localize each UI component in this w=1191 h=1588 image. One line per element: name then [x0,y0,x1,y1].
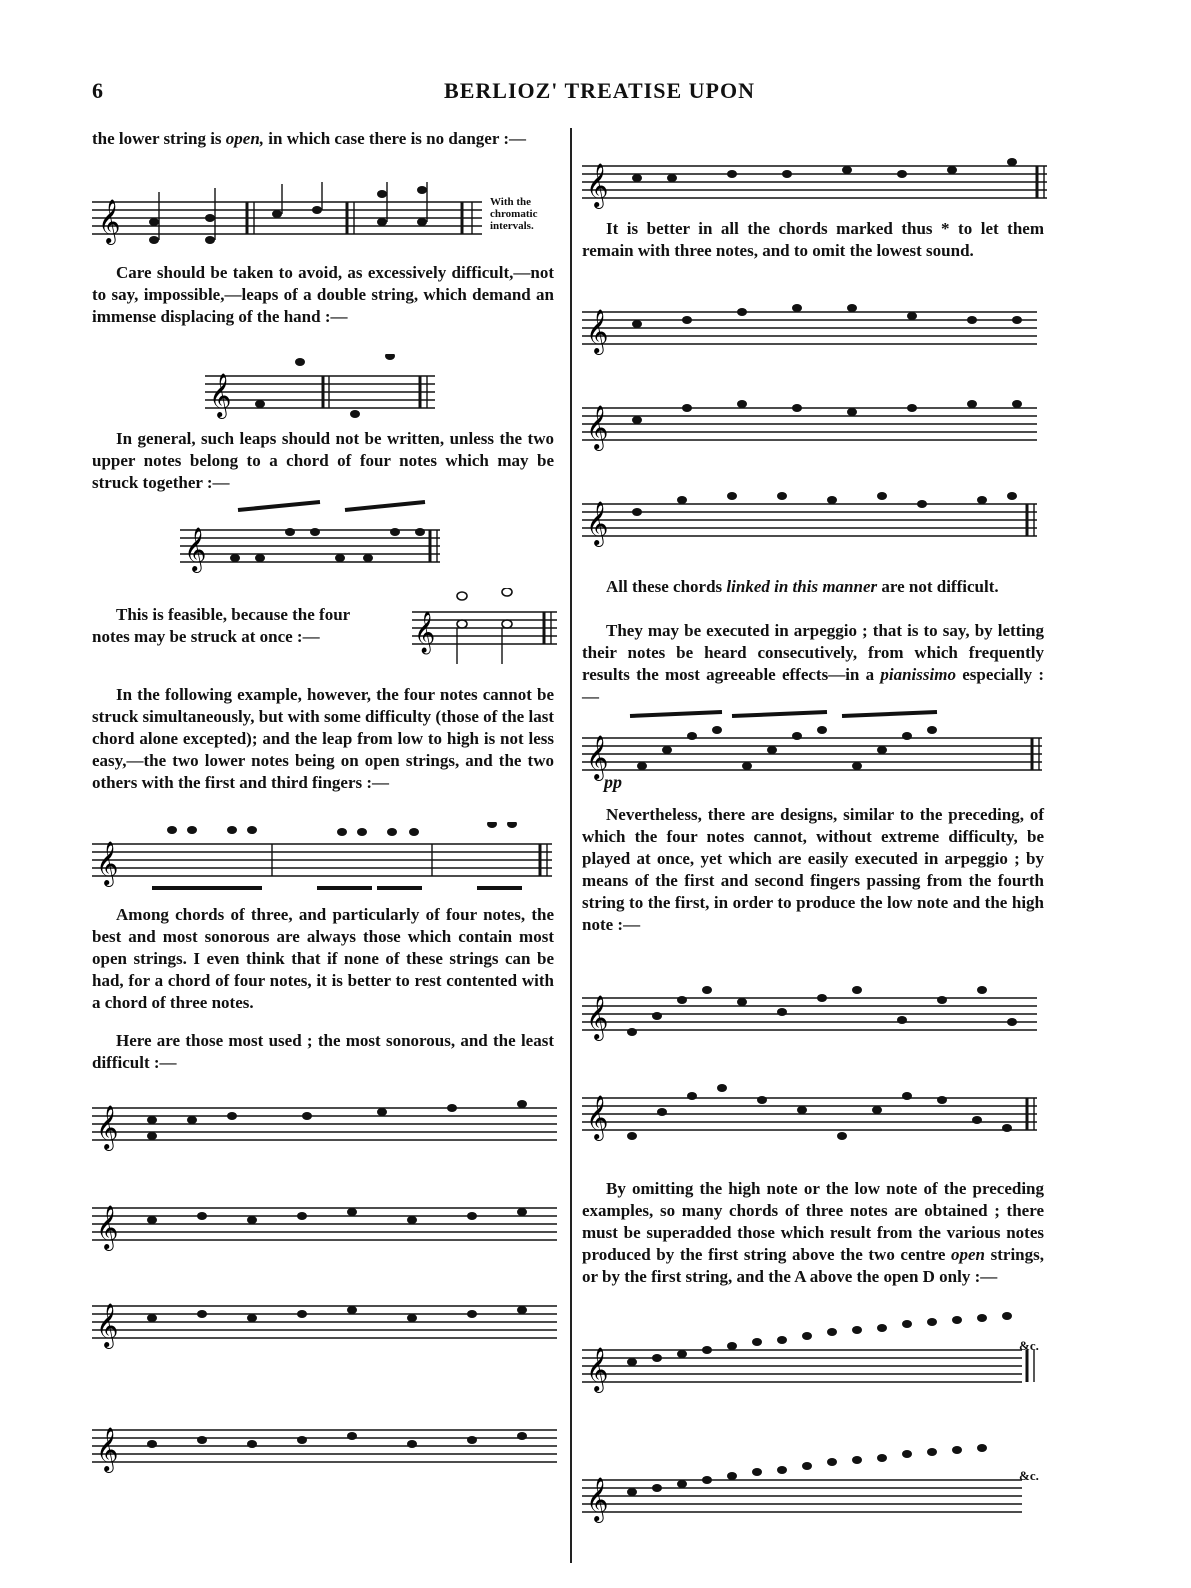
music-staff [92,182,482,252]
music-example-10 [582,960,1050,1160]
svg-text:𝄞: 𝄞 [586,1095,609,1139]
svg-text:𝄞: 𝄞 [586,1347,609,1391]
svg-text:𝄞: 𝄞 [586,735,609,779]
music-example-9 [582,708,1050,792]
left-paragraph-1: the lower string is open, in which case there is no danger :— [92,129,526,148]
music-example-5 [92,822,557,896]
page-header [92,78,1107,112]
music-example-1 [92,182,482,252]
right-paragraph-2: All these chords linked in this manner are not difficult. [606,577,999,596]
page-number: 6 [92,78,103,103]
svg-text:𝄞: 𝄞 [96,1105,119,1149]
example-1-annotation: With the chromatic intervals. [490,196,538,232]
svg-text:𝄞: 𝄞 [98,199,121,243]
svg-text:𝄞: 𝄞 [96,1303,119,1347]
svg-text:𝄞: 𝄞 [586,405,609,449]
music-staff [92,1078,562,1498]
dynamic-marking: pp [604,772,622,792]
right-paragraph-1: It is better in all the chords marked thus * to let them remain with three notes, and to omit the lowest sound. [582,219,1044,260]
music-staff [582,708,1050,792]
svg-text:𝄞: 𝄞 [96,1205,119,1249]
music-example-8 [582,290,1050,580]
music-example-11 [582,1310,1050,1560]
etc-marking-1: &c. [1019,1338,1039,1353]
left-paragraph-7: Here are those most used ; the most sonorous, and the least difficult :— [92,1031,554,1072]
left-paragraph-4: This is feasible, because the four notes may be struck at once :— [92,605,351,646]
left-paragraph-6: Among chords of three, and particularly of four notes, the best and most sonorous are always those which contain most open strings. I even think that if none of these strings can be had, for a chord of four notes, it is better to rest contented with a chord of three notes. [92,905,554,1012]
music-staff [180,496,450,586]
music-example-7 [582,132,1050,212]
column-divider [570,128,572,1563]
running-title: BERLIOZ' TREATISE UPON [444,78,755,103]
music-example-2 [205,354,435,424]
right-paragraph-5: By omitting the high note or the low note of the preceding examples, so many chords of three notes are obtained ; there must be superadded those which result from the various notes produced by the first string above the two centre open strings, or by the first string, and the A above the open D only :— [582,1179,1044,1286]
left-paragraph-2: Care should be taken to avoid, as excessively difficult,—not to say, impossible,—leaps of a double string, which demand an immense displacing of the hand :— [92,263,554,326]
music-staff [582,132,1050,212]
etc-marking-2: &c. [1019,1468,1039,1483]
svg-text:𝄞: 𝄞 [586,163,609,207]
left-paragraph-5: In the following example, however, the four notes cannot be struck simultaneously, but with some difficulty (those of the last chord alone excepted); and the leap from low to high is not less easy,—the two lower notes being on open strings, and the two others with the first and third fingers :— [92,685,554,792]
svg-text:𝄞: 𝄞 [209,373,232,417]
svg-text:𝄞: 𝄞 [184,527,207,571]
left-paragraph-3: In general, such leaps should not be written, unless the two upper notes belong to a chord of four notes which may be struck together :— [92,429,554,492]
svg-text:𝄞: 𝄞 [414,612,436,653]
music-staff [582,290,1050,580]
music-staff [582,1310,1050,1560]
music-staff [412,588,562,668]
music-staff [205,354,435,424]
right-paragraph-3: They may be executed in arpeggio ; that is to say, by letting their notes be heard consecutively, from which frequently results the most agreeable effects—in a pianissimo especially :— [582,621,1044,706]
svg-text:𝄞: 𝄞 [586,309,609,353]
music-staff [582,960,1050,1160]
svg-text:𝄞: 𝄞 [96,1427,119,1471]
music-example-6 [92,1078,562,1498]
music-example-3 [180,496,450,586]
svg-text:𝄞: 𝄞 [586,1477,609,1521]
svg-text:𝄞: 𝄞 [586,501,609,545]
svg-text:𝄞: 𝄞 [586,995,609,1039]
music-example-4 [412,588,562,668]
svg-text:𝄞: 𝄞 [96,841,119,885]
music-staff [92,822,557,896]
right-paragraph-4: Nevertheless, there are designs, similar to the preceding, of which the four notes cannot, without extreme difficulty, be played at once, yet which are easily executed in arpeggio ; by means of the first and second fingers passing from the fourth string to the first, in order to produce the low note and the high note :— [582,805,1044,934]
